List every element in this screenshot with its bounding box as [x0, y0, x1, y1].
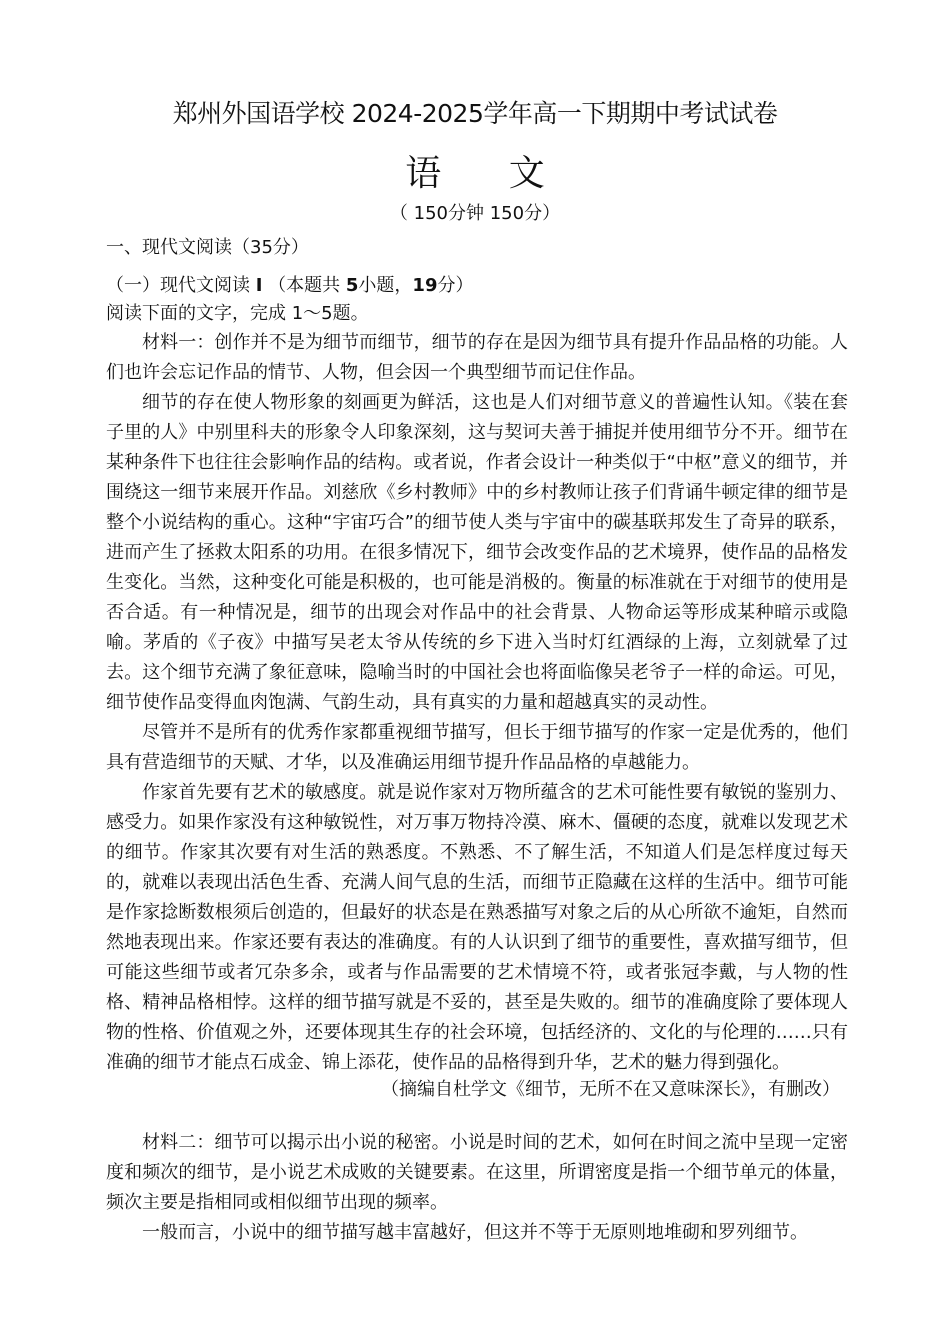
paragraph-text: 作家首先要有艺术的敏感度。就是说作家对万物所蕴含的艺术可能性要有敏锐的鉴别力、感受力。如果作家没有这种敏锐性，对万事万物持冷漠、麻木、僵硬的态度，就难以发现艺术的细节。作家其次要有对生活的熟悉度。不熟悉、不了解生活，不知道人们是怎样度过每天的，就难以表现出活色生香、充满人间气息的生活，而细节正隐藏在这样的生活中。细节可能是作家捻断数根须后创造的，但最好的状态是在熟悉描写对象之后的从心所欲不逾矩，自然而然地表现出来。作家还要有表达的准确度。有的人认识到了细节的重要性，喜欢描写细节，但可能这些细节或者冗杂多余，或者与作品需要的艺术情境不符，或者张冠李戴，与人物的性格、精神品格相悖。这样的细节描写就是不妥的，甚至是失败的。细节的准确度除了要体现人物的性格、价值观之外，还要体现其生存的社会环境，包括经济的、文化的与伦理的……只有准确的细节才能点石成金、锦上添花，使作品的品格得到升华，艺术的魅力得到强化。 [106, 782, 848, 1073]
sub-heading-mid: （本题共 [262, 275, 346, 296]
time-info: （ 150分钟 150分） [389, 203, 561, 224]
reading-instruction: 阅读下面的文字，完成 1～5题。 [106, 303, 369, 324]
material-one-source: （摘编自杜学文《细节，无所不在又意味深长》，有删改） [381, 1079, 840, 1100]
sub-heading-score: 19 [412, 275, 438, 296]
sub-heading-suffix: 分） [437, 275, 474, 296]
section-heading: 一、现代文阅读（35分） [106, 237, 309, 258]
material-one-paragraph-4 [106, 778, 848, 1078]
subject-title: 语 文 [405, 153, 573, 194]
sub-heading-count: 5 [345, 275, 359, 296]
paragraph-text: 材料一：创作并不是为细节而细节，细节的存在是因为细节具有提升作品品格的功能。人们也许会忘记作品的情节、人物，但会因一个典型细节而记住作品。 [106, 332, 848, 383]
material-one-paragraph-2 [106, 388, 848, 718]
sub-heading-prefix: （一）现代文阅读 [106, 275, 256, 296]
material-one-paragraph-3 [106, 718, 848, 778]
paragraph-text: 尽管并不是所有的优秀作家都重视细节描写，但长于细节描写的作家一定是优秀的，他们具有营造细节的天赋、才华，以及准确运用细节提升作品品格的卓越能力。 [106, 722, 848, 773]
material-one-paragraph-1 [106, 328, 848, 388]
paragraph-text: 一般而言，小说中的细节描写越丰富越好，但这并不等于无原则地堆砌和罗列细节。 [142, 1222, 808, 1243]
material-two-paragraph-2 [106, 1218, 848, 1248]
sub-heading-roman: I [255, 275, 263, 296]
paragraph-text: 材料二：细节可以揭示出小说的秘密。小说是时间的艺术，如何在时间之流中呈现一定密度和频次的细节，是小说艺术成败的关键要素。在这里，所谓密度是指一个细节单元的体量，频次主要是指相同或相似细节出现的频率。 [106, 1132, 848, 1213]
sub-heading [106, 272, 473, 300]
sub-heading-mid2: 小题， [358, 275, 413, 296]
paragraph-text: 细节的存在使人物形象的刻画更为鲜活，这也是人们对细节意义的普遍性认知。《装在套子里的人》中别里科夫的形象令人印象深刻，这与契诃夫善于捕捉并使用细节分不开。细节在某种条件下也往往会影响作品的结构。或者说，作者会设计一种类似于“中枢”意义的细节，并围绕这一细节来展开作品。刘慈欣《乡村教师》中的乡村教师让孩子们背诵牛顿定律的细节是整个小说结构的重心。这种“宇宙巧合”的细节使人类与宇宙中的碳基联邦发生了奇异的联系，进而产生了拯救太阳系的功用。在很多情况下，细节会改变作品的艺术境界，使作品的品格发生变化。当然，这种变化可能是积极的，也可能是消极的。衡量的标准就在于对细节的使用是否合适。有一种情况是，细节的出现会对作品中的社会背景、人物命运等形成某种暗示或隐喻。茅盾的《子夜》中描写吴老太爷从传统的乡下进入当时灯红酒绿的上海，立刻就晕了过去。这个细节充满了象征意味，隐喻当时的中国社会也将面临像吴老爷子一样的命运。可见，细节使作品变得血肉饱满、气韵生动，具有真实的力量和超越真实的灵动性。 [106, 392, 848, 713]
material-two-paragraph-1 [106, 1128, 848, 1218]
exam-title: 郑州外国语学校 2024-2025学年高一下期期中考试试卷 [172, 99, 778, 128]
